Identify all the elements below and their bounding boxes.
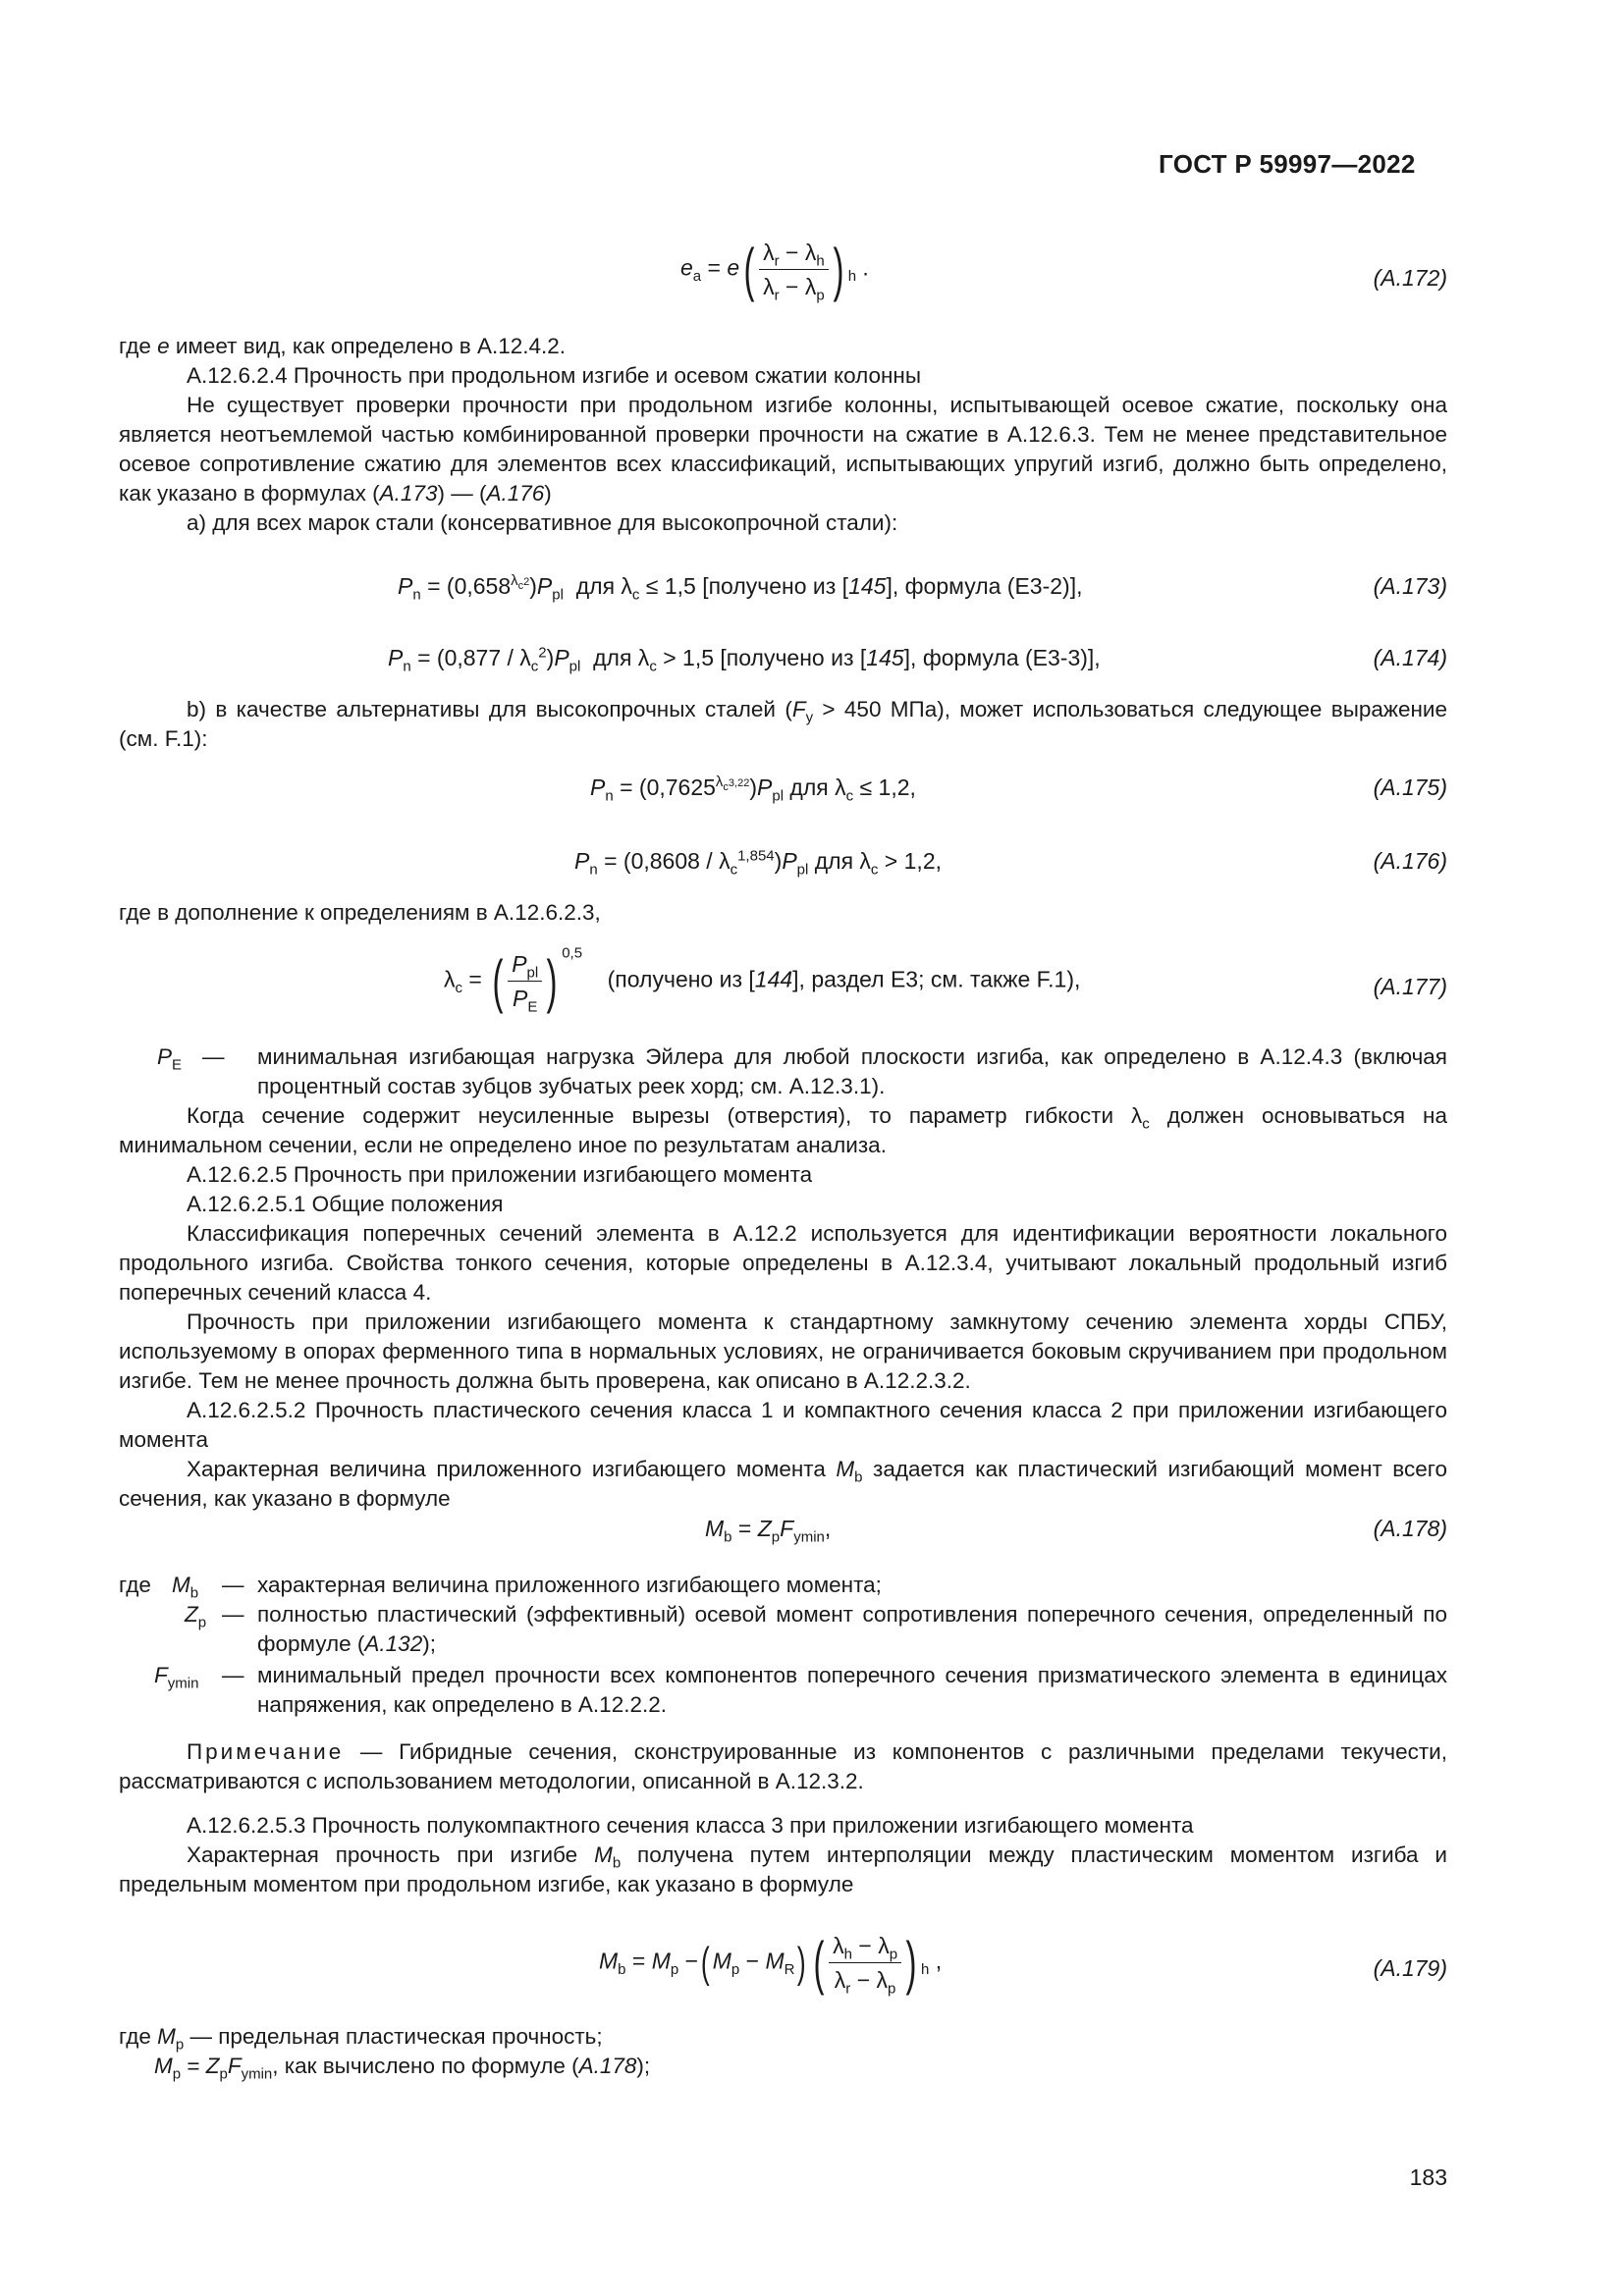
equation-number: (A.174) bbox=[1373, 645, 1447, 670]
equation-a179: $M_b = M_p$ −( $M_p - M_R$) ( $\frac{\lambda_h - \lambda_p}{\lambda_r - \lambda_p}$ ) $_h$ , bbox=[599, 1929, 943, 1998]
paragraph: Классификация поперечных сечений элемента в А.12.2 используется для идентификации вероятности локального продольного изгиба. Свойства тонкого сечения, которые определены в А.12.3.4, учитывают локальный продольный изгиб поперечных сечений класса 4. bbox=[119, 1221, 1447, 1305]
paragraph: Когда сечение содержит неусиленные вырезы (отверстия), то параметр гибкости $\lambda_c$ должен основываться на минимальном сечении, если не определено иное по результатам анализа. bbox=[119, 1103, 1447, 1157]
page-number: 183 bbox=[1409, 2164, 1447, 2190]
document-header: ГОСТ Р 59997—2022 bbox=[1159, 149, 1416, 179]
equation-a172: $e_a = e$( $\frac{\lambda_r - \lambda_h}{\lambda_r - \lambda_p}$ ) $_h$ . bbox=[680, 236, 869, 304]
equation-a175: $P_n = (0,7625^{\lambda_c3,22})P_{pl}$ для $\lambda_c \le 1,2$, bbox=[590, 774, 916, 805]
paragraph: где в дополнение к определениям в А.12.6.2.3, bbox=[119, 900, 601, 925]
section-heading: А.12.6.2.5.3 Прочность полукомпактного сечения класса 3 при приложении изгибающего момента bbox=[187, 1813, 1194, 1838]
equation-number: (A.175) bbox=[1373, 774, 1447, 800]
equation-a177: $\lambda_c$ = ( $\frac{P_{pl}}{P_E}$ ) $^{0,5}$ (получено из [144], раздел E3; см. также F.1), bbox=[444, 944, 1081, 1016]
paragraph: где e имеет вид, как определено в А.12.4.2. bbox=[119, 334, 567, 358]
definition-zp: $Z_p$ — полностью пластический (эффективный) осевой момент сопротивления поперечного сечения, определенный по формуле (A.132); bbox=[185, 1602, 1447, 1656]
definition-fymin: $F_{ymin}$ — минимальный предел прочности всех компонентов поперечного сечения призматического элемента в единицах напряжения, как определено в А.12.2.2. bbox=[154, 1663, 1447, 1717]
paragraph: $M_p = Z_pF_{ymin}$, как вычислено по формуле (A.178); bbox=[154, 2054, 651, 2083]
section-heading: А.12.6.2.5 Прочность при приложении изгибающего момента bbox=[187, 1162, 813, 1187]
paragraph: Прочность при приложении изгибающего момента к стандартному замкнутому сечению элемента хорды СПБУ, используемому в опорах ферменного типа в нормальных условиях, не ограничивается боковым скручиванием при продольном изгибе. Тем не менее прочность должна быть проверена, как описано в А.12.2.3.2. bbox=[119, 1309, 1447, 1393]
equation-number: (A.179) bbox=[1373, 1955, 1447, 1981]
section-heading: А.12.6.2.4 Прочность при продольном изгибе и осевом сжатии колонны bbox=[187, 363, 922, 388]
equation-a173: $P_n = (0,658^{\lambda_c2})P_{pl}$ для $\lambda_c \le 1,5$ [получено из [145], формула (E3-2)], bbox=[398, 572, 1083, 604]
equation-number: (A.178) bbox=[1373, 1516, 1447, 1541]
paragraph: Характерная прочность при изгибе $M_b$ получена путем интерполяции между пластическим моментом изгиба и предельным моментом при продольном изгибе, как указано в формуле bbox=[119, 1842, 1447, 1896]
paragraph: b) в качестве альтернативы для высокопрочных сталей ($F_y > 450$ МПа), может использоваться следующее выражение (см. F.1): bbox=[119, 697, 1447, 751]
section-heading: А.12.6.2.5.2 Прочность пластического сечения класса 1 и компактного сечения класса 2 при приложении изгибающего момента bbox=[119, 1398, 1447, 1452]
paragraph: Характерная величина приложенного изгибающего момента $M_b$ задается как пластический изгибающий момент всего сечения, как указано в формуле bbox=[119, 1457, 1447, 1511]
equation-number: (A.177) bbox=[1373, 974, 1447, 999]
paragraph: где $M_p$ — предельная пластическая прочность; bbox=[119, 2024, 603, 2054]
equation-a176: $P_n = (0,8608 / \lambda_c^{1,854})P_{pl}$ для $\lambda_c > 1,2$, bbox=[574, 847, 942, 879]
definition-pe: $P_E$ — минимальная изгибающая нагрузка Эйлера для любой плоскости изгиба, как определено в А.12.4.3 (включая процентный состав зубцов зубчатых реек хорд; см. А.12.3.1). bbox=[157, 1044, 1447, 1098]
equation-number: (A.176) bbox=[1373, 848, 1447, 874]
equation-number: (A.172) bbox=[1373, 265, 1447, 291]
definition-mb: где $M_b$ — характерная величина приложенного изгибающего момента; bbox=[119, 1573, 882, 1602]
section-heading: А.12.6.2.5.1 Общие положения bbox=[187, 1192, 504, 1216]
paragraph: Не существует проверки прочности при продольном изгибе колонны, испытывающей осевое сжатие, поскольку она является неотъемлемой частью комбинированной проверки прочности на сжатие в А.12.6.3. Тем не менее представительное осевое сопротивление сжатию для элементов всех классификаций, испытывающих упругий изгиб, должно быть определено, как указано в формулах (A.173) — (A.176) bbox=[119, 393, 1447, 506]
paragraph: а) для всех марок стали (консервативное для высокопрочной стали): bbox=[187, 510, 898, 535]
equation-number: (A.173) bbox=[1373, 573, 1447, 599]
equation-a178: $M_b = Z_pF_{ymin}$, bbox=[705, 1516, 832, 1546]
note: Примечание — Гибридные сечения, сконструированные из компонентов с различными пределами текучести, рассматриваются с использованием методологии, описанной в А.12.3.2. bbox=[119, 1739, 1447, 1793]
equation-a174: $P_n = (0,877 / \lambda_c^2)P_{pl}$ для $\lambda_c > 1,5$ [получено из [145], формула (E3-3)], bbox=[388, 644, 1101, 675]
